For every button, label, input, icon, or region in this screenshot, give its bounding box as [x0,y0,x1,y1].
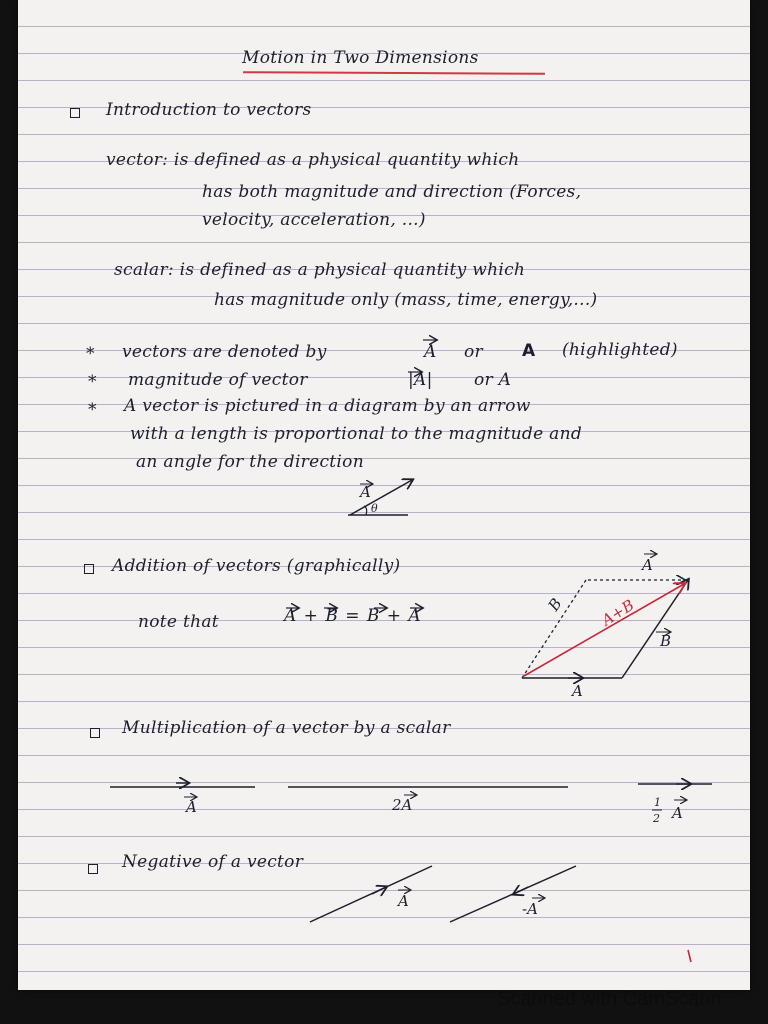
label-b-right: B [660,632,672,650]
label-half-vec: A [672,804,683,822]
note-pictured-line1: A vector is pictured in a diagram by an arrow [124,396,531,416]
vector-definition-line3: velocity, acceleration, ...) [202,210,426,230]
label-neg-section-a: A [398,892,409,910]
overarrows [286,340,436,608]
label-half-num: 1 [654,796,661,809]
label-2a: 2A [392,796,413,814]
red-mark [688,950,691,962]
addition-note-prefix: note that [138,612,219,632]
note-denoted-suffix: (highlighted) [562,340,678,360]
label-b-left: B [544,594,566,615]
note-pictured-line2: with a length is proportional to the magnitude and [130,424,583,444]
bullet-star: * [88,400,97,420]
label-sum: A+B [598,595,638,630]
parallelogram-diagram [522,554,688,700]
note-pictured-line3: an angle for the direction [136,452,364,472]
label-half-den: 2 [653,812,660,825]
section-heading-addition: Addition of vectors (graphically) [112,556,401,576]
bullet-star: * [88,372,97,392]
addition-equation: A + B = B + A [284,606,422,626]
diagram-vector-label: A [360,483,371,501]
note-denoted-vector: A [424,342,437,362]
label-a-bottom: A [572,682,583,700]
note-denoted-bold: A [522,341,536,361]
section-heading-multiplication: Multiplication of a vector by a scalar [122,718,451,738]
bullet-star: * [86,344,95,364]
note-magnitude-prefix: magnitude of vector [128,370,308,390]
scalar-definition-line2: has magnitude only (mass, time, energy,...) [214,290,598,310]
scanner-watermark: Scanned with CamScann [497,988,722,1010]
label-a-top: A [642,556,653,574]
note-denoted-prefix: vectors are denoted by [122,342,327,362]
label-a: A [186,798,197,816]
vector-definition-line1: vector: is defined as a physical quantity which [106,150,520,170]
page-title: Motion in Two Dimensions [242,48,479,68]
label-neg-a: -A [522,900,538,918]
scalar-definition-line1: scalar: is defined as a physical quantity which [114,260,526,280]
vector-angle-diagram [348,480,412,515]
note-magnitude-suffix: or A [474,370,512,390]
note-magnitude-abs: |A| [408,370,433,390]
multiplication-diagram [110,783,712,825]
vector-definition-line2: has both magnitude and direction (Forces, [202,182,582,202]
diagram-angle-label: θ [371,502,378,515]
note-denoted-or: or [464,342,483,362]
section-heading-intro: Introduction to vectors [106,100,312,120]
section-heading-negative: Negative of a vector [122,852,304,872]
negative-diagram [310,866,576,922]
